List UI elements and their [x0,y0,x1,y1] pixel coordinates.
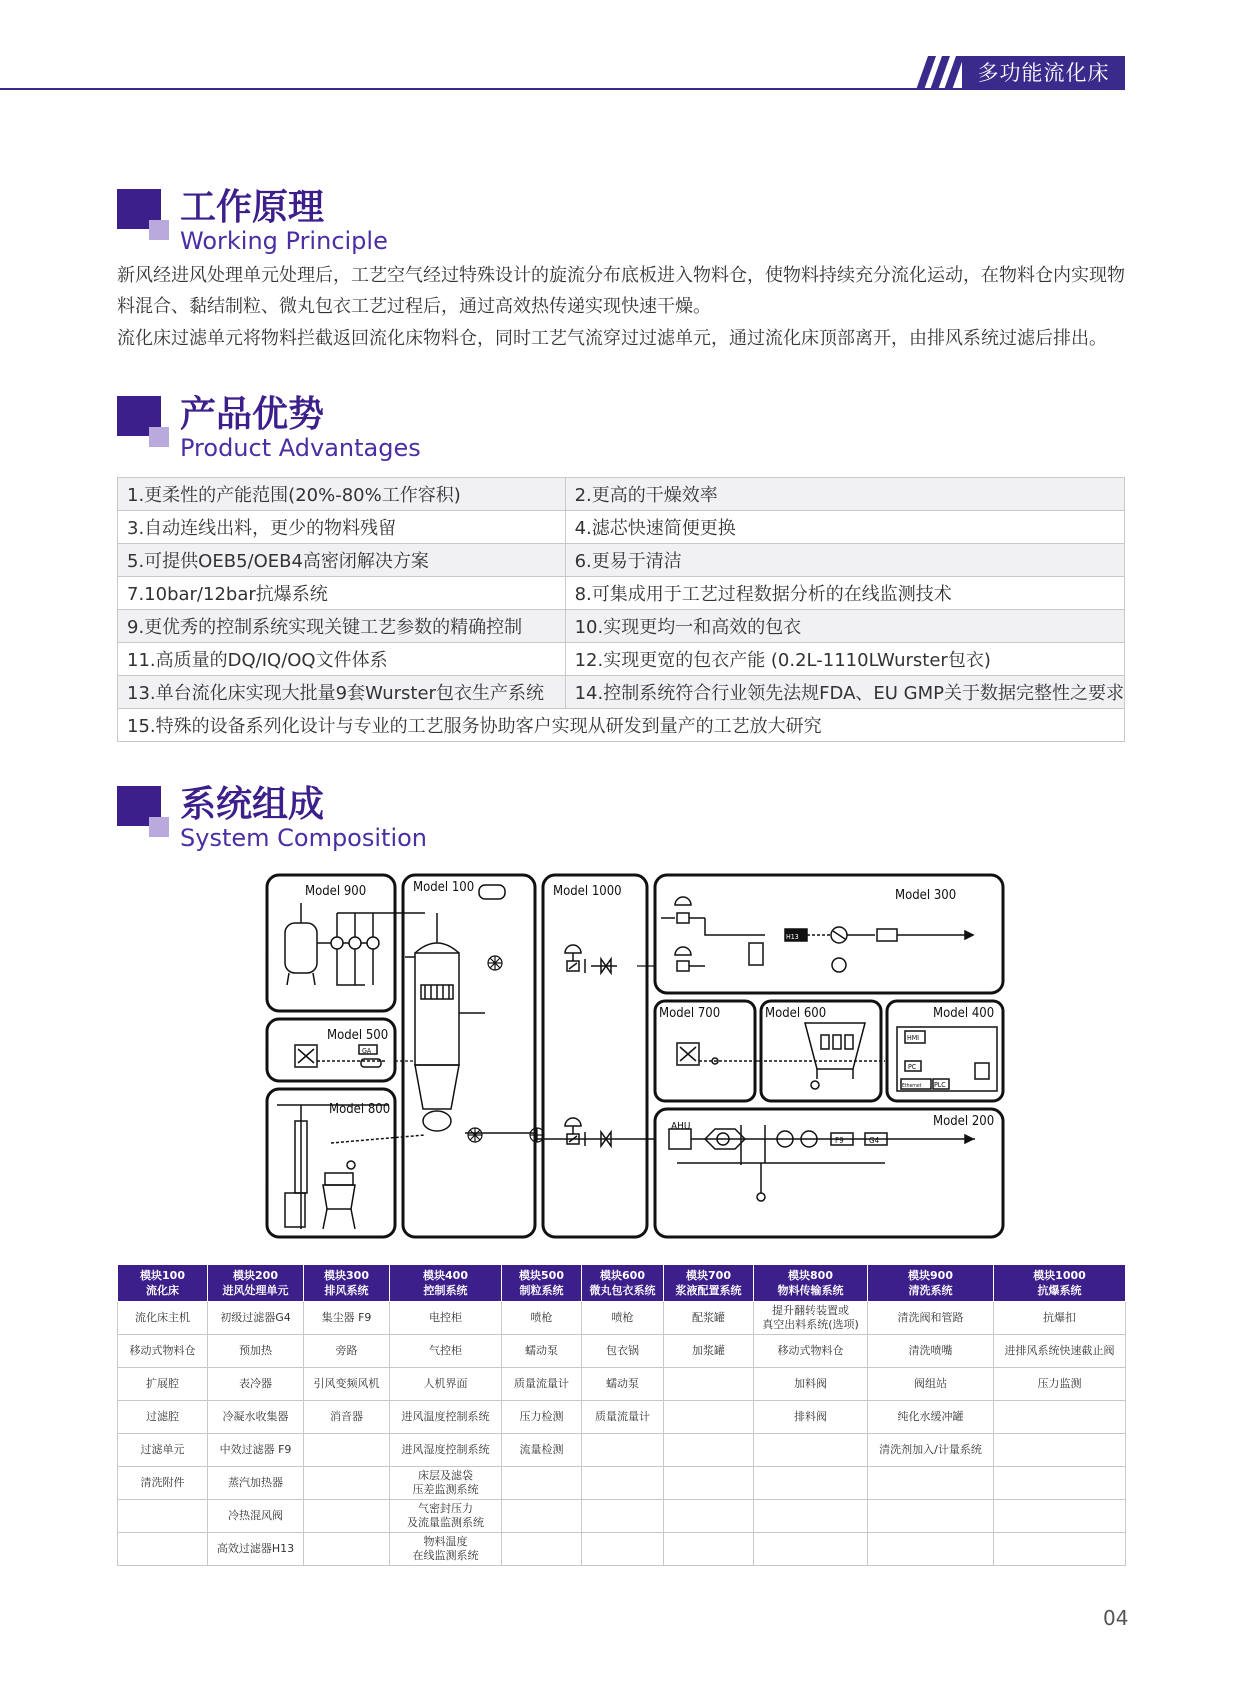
heading-en: System Composition [180,824,428,852]
module-header [868,1265,994,1302]
table-row [118,1434,1126,1467]
component-cell [304,1467,390,1500]
brand-title: 多功能流化床 [962,56,1125,90]
component-cell: 提升翻转装置或 真空出料系统(选项) [754,1302,868,1335]
component-cell: 蠕动泵 [502,1335,582,1368]
component-cell [754,1434,868,1467]
label-model-800: Model 800 [329,1102,391,1117]
module-code: 模块900 [908,1269,953,1282]
component-cell: 冷热混风阀 [208,1500,304,1533]
component-cell: 加浆罐 [664,1335,754,1368]
component-cell [118,1500,208,1533]
component-cell: 加料阀 [754,1368,868,1401]
component-cell: 冷凝水收集器 [208,1401,304,1434]
component-cell: 初级过滤器G4 [208,1302,304,1335]
label-ga: GA [362,1047,372,1055]
component-cell: 清洗附件 [118,1467,208,1500]
module-name: 物料传输系统 [777,1284,844,1297]
module-code: 模块300 [324,1269,369,1282]
heading-cn: 工作原理 [180,187,325,228]
component-cell: 喷枪 [582,1302,664,1335]
label-model-400: Model 400 [933,1006,995,1021]
advantage-cell: 11.高质量的DQ/IQ/OQ文件体系 [118,643,566,676]
module-code: 模块800 [788,1269,833,1282]
label-h13: H13 [786,933,799,941]
label-model-1000: Model 1000 [553,884,622,899]
advantage-cell: 10.实现更均一和高效的包衣 [565,610,1124,643]
advantage-cell: 13.单台流化床实现大批量9套Wurster包衣生产系统 [118,676,566,709]
table-row [118,709,1125,742]
advantage-cell: 3.自动连线出料，更少的物料残留 [118,511,566,544]
component-cell: 引风变频风机 [304,1368,390,1401]
component-cell: 移动式物料仓 [118,1335,208,1368]
component-cell: 清洗剂加入/计量系统 [868,1434,994,1467]
label-model-500: Model 500 [327,1028,389,1043]
slash-decoration-icon [916,56,964,90]
component-cell [664,1434,754,1467]
component-cell: 配浆罐 [664,1302,754,1335]
advantage-cell: 9.更优秀的控制系统实现关键工艺参数的精确控制 [118,610,566,643]
component-cell [868,1467,994,1500]
component-cell: 气控柜 [390,1335,502,1368]
label-model-300: Model 300 [895,888,957,903]
component-cell: 集尘器 F9 [304,1302,390,1335]
principle-paragraph-2: 流化床过滤单元将物料拦截返回流化床物料仓，同时工艺气流穿过过滤单元，通过流化床顶部离开，由排风系统过滤后排出。 [117,328,1107,349]
advantage-cell: 1.更柔性的产能范围(20%-80%工作容积) [118,478,566,511]
component-cell [304,1533,390,1566]
system-diagram [265,873,1005,1240]
module-header [304,1265,390,1302]
module-code: 模块400 [423,1269,468,1282]
component-cell: 清洗阀和管路 [868,1302,994,1335]
component-cell: 进排风系统快速截止阀 [994,1335,1126,1368]
component-cell: 物料温度 在线监测系统 [390,1533,502,1566]
component-cell: 人机界面 [390,1368,502,1401]
component-cell [664,1467,754,1500]
label-plc: PLC [934,1081,946,1089]
component-cell: 质量流量计 [582,1401,664,1434]
header-brand [916,56,1125,90]
module-name: 排风系统 [324,1284,369,1297]
module-header [118,1265,208,1302]
section-heading-principle [117,187,517,255]
module-code: 模块700 [686,1269,731,1282]
component-cell: 蠕动泵 [582,1368,664,1401]
component-cell [582,1434,664,1467]
heading-en: Product Advantages [180,434,421,462]
module-name: 进风处理单元 [222,1284,289,1297]
table-row [118,1533,1126,1566]
table-body [118,1302,1126,1566]
advantage-cell: 12.实现更宽的包衣产能 (0.2L-1110LWurster包衣) [565,643,1124,676]
model-1000-frame [543,875,647,1237]
component-cell [582,1500,664,1533]
component-cell [994,1533,1126,1566]
table-row [118,544,1125,577]
table-row [118,1500,1126,1533]
heading-accent-square-icon [149,817,169,837]
label-model-200: Model 200 [933,1114,995,1129]
component-cell [868,1500,994,1533]
label-g4: G4 [869,1136,880,1145]
component-cell [754,1500,868,1533]
section-heading-advantages [117,394,517,462]
component-cell [994,1434,1126,1467]
model-700-drawing [677,1043,885,1065]
component-cell [664,1533,754,1566]
label-ethernet: Ethernet [902,1083,922,1089]
model-200-drawing [669,1125,975,1201]
component-cell: 气密封压力 及流量监测系统 [390,1500,502,1533]
table-row [118,1302,1126,1335]
module-code: 模块600 [600,1269,645,1282]
component-cell: 扩展腔 [118,1368,208,1401]
module-header [582,1265,664,1302]
advantage-cell: 8.可集成用于工艺过程数据分析的在线监测技术 [565,577,1124,610]
component-cell: 预加热 [208,1335,304,1368]
advantage-cell: 2.更高的干燥效率 [565,478,1124,511]
label-hmi: HMI [907,1034,920,1042]
heading-cn: 产品优势 [180,394,325,435]
module-header [390,1265,502,1302]
label-model-900: Model 900 [305,884,367,899]
component-cell [664,1368,754,1401]
label-ahu: AHU [671,1121,691,1132]
component-cell [502,1500,582,1533]
module-code: 模块1000 [1033,1269,1086,1282]
principle-paragraph-1: 新风经进风处理单元处理后，工艺空气经过特殊设计的旋流分布底板进入物料仓，使物料持续充分流化运动，在物料仓内实现物料混合、黏结制粒、微丸包衣工艺过程后，通过高效热传递实现快速干燥。 [117,265,1125,317]
advantage-cell: 15.特殊的设备系列化设计与专业的工艺服务协助客户实现从研发到量产的工艺放大研究 [118,709,1125,742]
advantage-cell: 4.滤芯快速简便更换 [565,511,1124,544]
component-cell [502,1533,582,1566]
component-cell: 表冷器 [208,1368,304,1401]
table-row [118,610,1125,643]
component-cell: 质量流量计 [502,1368,582,1401]
component-cell: 喷枪 [502,1302,582,1335]
table-row [118,478,1125,511]
component-cell: 床层及滤袋 压差监测系统 [390,1467,502,1500]
module-name: 控制系统 [423,1284,468,1297]
label-model-700: Model 700 [659,1006,721,1021]
component-cell [304,1434,390,1467]
module-code: 模块200 [233,1269,278,1282]
table-row [118,1467,1126,1500]
component-cell: 蒸汽加热器 [208,1467,304,1500]
table-row [118,1401,1126,1434]
component-cell [994,1401,1126,1434]
component-cell: 纯化水缓冲罐 [868,1401,994,1434]
table-header-row [118,1265,1126,1302]
page-number: 04 [1103,1606,1129,1630]
model-600-drawing [805,1023,865,1089]
component-cell [994,1467,1126,1500]
model-100-frame [403,875,535,1237]
model-500-drawing [295,1045,385,1067]
system-composition-table [117,1264,1126,1566]
table-row [118,1335,1126,1368]
label-model-600: Model 600 [765,1006,827,1021]
component-cell: 过滤单元 [118,1434,208,1467]
module-name: 微丸包衣系统 [589,1284,656,1297]
module-name: 流化床 [146,1284,179,1297]
fan-icon [468,956,544,1142]
heading-accent-square-icon [149,220,169,240]
component-cell [664,1500,754,1533]
label-f9: F9 [835,1136,844,1145]
component-cell [664,1401,754,1434]
table-row [118,511,1125,544]
advantage-cell: 6.更易于清洁 [565,544,1124,577]
heading-en: Working Principle [180,227,388,255]
component-cell: 进风温度控制系统 [390,1401,502,1434]
component-cell: 抗爆扣 [994,1302,1126,1335]
component-cell [868,1533,994,1566]
component-cell [118,1533,208,1566]
component-cell [582,1467,664,1500]
module-name: 浆液配置系统 [675,1284,742,1297]
module-header [664,1265,754,1302]
component-cell: 消音器 [304,1401,390,1434]
component-cell [502,1467,582,1500]
module-header [502,1265,582,1302]
advantages-table [117,477,1125,742]
section-heading-composition [117,784,517,852]
module-name: 清洗系统 [908,1284,953,1297]
component-cell: 包衣锅 [582,1335,664,1368]
heading-cn: 系统组成 [180,784,325,825]
model-100-drawing [405,885,535,1133]
advantage-cell: 5.可提供OEB5/OEB4高密闭解决方案 [118,544,566,577]
module-name: 制粒系统 [519,1284,564,1297]
table-row [118,643,1125,676]
advantage-cell: 7.10bar/12bar抗爆系统 [118,577,566,610]
component-cell: 高效过滤器H13 [208,1533,304,1566]
component-cell [582,1533,664,1566]
component-cell [304,1500,390,1533]
component-cell: 压力检测 [502,1401,582,1434]
component-cell [754,1467,868,1500]
label-model-100: Model 100 [413,880,475,895]
component-cell: 过滤腔 [118,1401,208,1434]
component-cell: 阀组站 [868,1368,994,1401]
component-cell [994,1500,1126,1533]
component-cell: 流量检测 [502,1434,582,1467]
heading-accent-square-icon [149,427,169,447]
component-cell [754,1533,868,1566]
table-row [118,577,1125,610]
model-1000-drawing [535,945,655,1146]
table-row [118,1368,1126,1401]
model-300-drawing [661,897,973,972]
component-cell: 清洗喷嘴 [868,1335,994,1368]
component-cell: 移动式物料仓 [754,1335,868,1368]
component-cell: 旁路 [304,1335,390,1368]
component-cell: 中效过滤器 F9 [208,1434,304,1467]
module-code: 模块500 [519,1269,564,1282]
component-cell: 压力监测 [994,1368,1126,1401]
advantage-cell: 14.控制系统符合行业领先法规FDA、EU GMP关于数据完整性之要求 [565,676,1124,709]
component-cell: 电控柜 [390,1302,502,1335]
module-header [754,1265,868,1302]
label-pc: PC [908,1063,917,1071]
component-cell: 流化床主机 [118,1302,208,1335]
component-cell: 排料阀 [754,1401,868,1434]
table-row [118,676,1125,709]
module-header [994,1265,1126,1302]
module-header [208,1265,304,1302]
module-code: 模块100 [140,1269,185,1282]
component-cell: 进风湿度控制系统 [390,1434,502,1467]
module-name: 抗爆系统 [1037,1284,1082,1297]
